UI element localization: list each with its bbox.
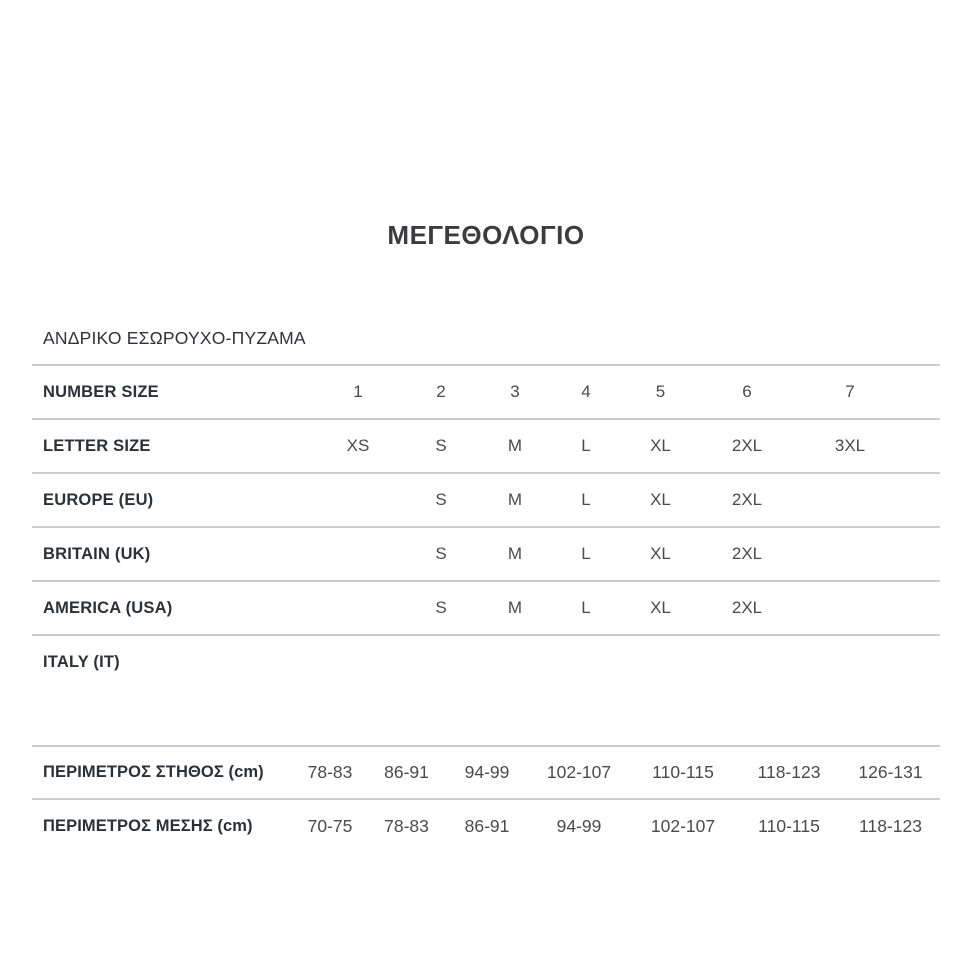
size-cell: S (435, 490, 447, 509)
table-row-waist-perimeter (32, 800, 940, 852)
size-cell: XL (650, 436, 671, 455)
size-cell: 3 (510, 382, 520, 401)
table-row-number-size (32, 366, 940, 420)
row-label: EUROPE (EU) (43, 490, 154, 509)
size-cell: XL (650, 598, 671, 617)
size-cell: 3XL (834, 436, 866, 455)
size-cell: L (581, 598, 591, 617)
measurements-table (32, 745, 940, 852)
size-cell: L (581, 436, 591, 455)
measurement-cell: 118-123 (757, 762, 821, 782)
size-cell: 1 (353, 382, 363, 401)
size-cell: S (435, 436, 447, 455)
size-cell: M (507, 544, 523, 563)
measurement-cell: 78-83 (307, 762, 353, 782)
page-title: ΜΕΓΕΘΟΛΟΓΙΟ (387, 220, 585, 250)
size-cell: S (435, 544, 447, 563)
table-row-letter-size (32, 420, 940, 474)
size-cell: XL (650, 544, 671, 563)
size-cell: L (581, 490, 591, 509)
size-cell: XS (346, 436, 370, 455)
size-cell: M (507, 598, 523, 617)
size-cell: M (507, 490, 523, 509)
measurement-cell: 110-115 (652, 762, 714, 782)
measurement-cell: 118-123 (859, 815, 922, 836)
size-cell: 2XL (731, 598, 763, 617)
row-label: AMERICA (USA) (43, 598, 173, 617)
size-cell: 2XL (731, 544, 763, 563)
section-heading: ΑΝΔΡΙΚΟ ΕΣΩΡΟΥΧΟ-ΠΥΖΑΜΑ (43, 328, 306, 348)
size-cell: 7 (845, 382, 855, 401)
measurement-cell: 86-91 (384, 762, 429, 782)
measurement-cell: 110-115 (758, 815, 820, 836)
size-conversion-table (32, 364, 940, 689)
size-cell: 2XL (731, 490, 763, 509)
table-row-italy (32, 636, 940, 689)
size-cell: S (435, 598, 447, 617)
measurement-cell: 78-83 (384, 815, 429, 836)
row-label: NUMBER SIZE (43, 382, 159, 401)
measurement-cell: 86-91 (464, 815, 510, 836)
measurement-cell: 102-107 (650, 815, 716, 836)
measurement-cell: 94-99 (464, 762, 510, 782)
measurement-cell: 70-75 (307, 815, 353, 836)
table-row-europe (32, 474, 940, 528)
size-cell: 2 (436, 382, 446, 401)
size-cell: L (581, 544, 591, 563)
size-cell: 2XL (731, 436, 763, 455)
size-cell: M (507, 436, 523, 455)
row-label: BRITAIN (UK) (43, 544, 151, 563)
size-cell: 5 (655, 382, 666, 401)
size-cell: 6 (742, 382, 752, 401)
row-label: ΠΕΡΙΜΕΤΡΟΣ ΣΤΗΘΟΣ (cm) (43, 763, 264, 781)
table-row-britain (32, 528, 940, 582)
table-gap (32, 689, 940, 745)
size-cell: XL (650, 490, 671, 509)
table-row-america (32, 582, 940, 636)
measurement-cell: 126-131 (858, 762, 923, 782)
table-row-chest-perimeter (32, 747, 940, 800)
measurement-cell: 102-107 (546, 762, 612, 782)
row-label: ITALY (IT) (43, 653, 120, 671)
size-cell: 4 (581, 382, 591, 401)
row-label: ΠΕΡΙΜΕΤΡΟΣ ΜΕΣΗΣ (cm) (43, 816, 253, 835)
measurement-cell: 94-99 (556, 815, 602, 836)
row-label: LETTER SIZE (43, 436, 151, 455)
size-guide-page (32, 0, 940, 852)
